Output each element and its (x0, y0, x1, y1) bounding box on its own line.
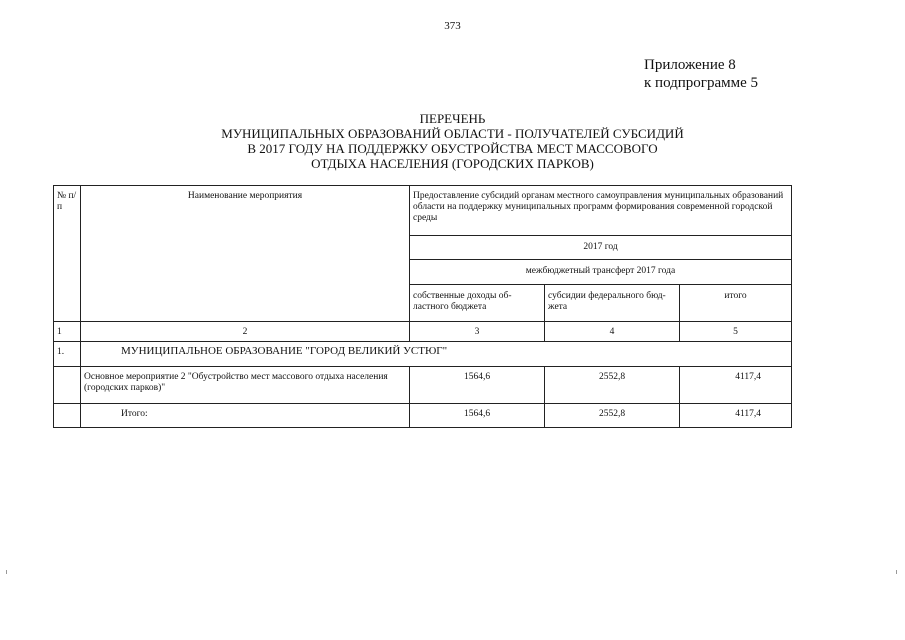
row-own-income: 1564,6 (410, 367, 545, 404)
page-number: 373 (444, 20, 461, 32)
header-federal: субсидии федерального бюд-жета (545, 285, 680, 322)
column-number-3: 3 (410, 322, 545, 342)
municipality-num: 1. (54, 342, 81, 367)
appendix-reference (644, 56, 758, 92)
header-transfer: межбюджетный трансферт 2017 года (410, 260, 792, 285)
row-federal: 2552,8 (545, 367, 680, 404)
municipality-row (54, 342, 792, 367)
title-line-3: В 2017 ГОДУ НА ПОДДЕРЖКУ ОБУСТРОЙСТВА МЕСТ МАССОВОГО (247, 141, 658, 156)
header-own-income: собственные доходы об-ластного бюджета (410, 285, 545, 322)
header-provision: Предоставление субсидий органам местного самоуправления муниципальных образований области на поддержку муниципальных программ формирования современной городской среды (410, 186, 792, 236)
row-num (54, 367, 81, 404)
column-number-5: 5 (680, 322, 792, 342)
row-total: 4117,4 (680, 367, 792, 404)
scan-edge-mark-right (896, 570, 897, 574)
column-number-4: 4 (545, 322, 680, 342)
column-number-row (54, 322, 792, 342)
table-row (54, 367, 792, 404)
header-total: итого (680, 285, 792, 322)
row-name: Основное мероприятие 2 "Обустройство мест массового отдыха населения (городских парков)" (81, 367, 410, 404)
totals-row (54, 404, 792, 428)
document-title (120, 111, 785, 171)
column-number-1: 1 (54, 322, 81, 342)
totals-label: Итого: (81, 404, 410, 428)
title-line-4: ОТДЫХА НАСЕЛЕНИЯ (ГОРОДСКИХ ПАРКОВ) (311, 156, 594, 171)
appendix-line-1: Приложение 8 (644, 57, 736, 73)
header-year: 2017 год (410, 236, 792, 260)
appendix-line-2: к подпрограмме 5 (644, 75, 758, 91)
header-num: № п/п (54, 186, 81, 322)
header-name: Наименование мероприятия (81, 186, 410, 322)
totals-own-income: 1564,6 (410, 404, 545, 428)
subsidy-table (53, 185, 792, 428)
column-number-2: 2 (81, 322, 410, 342)
municipality-name: МУНИЦИПАЛЬНОЕ ОБРАЗОВАНИЕ "ГОРОД ВЕЛИКИЙ УСТЮГ" (81, 342, 792, 367)
totals-federal: 2552,8 (545, 404, 680, 428)
totals-num (54, 404, 81, 428)
scan-edge-mark-left (6, 570, 7, 574)
title-line-2: МУНИЦИПАЛЬНЫХ ОБРАЗОВАНИЙ ОБЛАСТИ - ПОЛУЧАТЕЛЕЙ СУБСИДИЙ (221, 126, 684, 141)
title-line-1: ПЕРЕЧЕНЬ (419, 111, 486, 126)
totals-total: 4117,4 (680, 404, 792, 428)
